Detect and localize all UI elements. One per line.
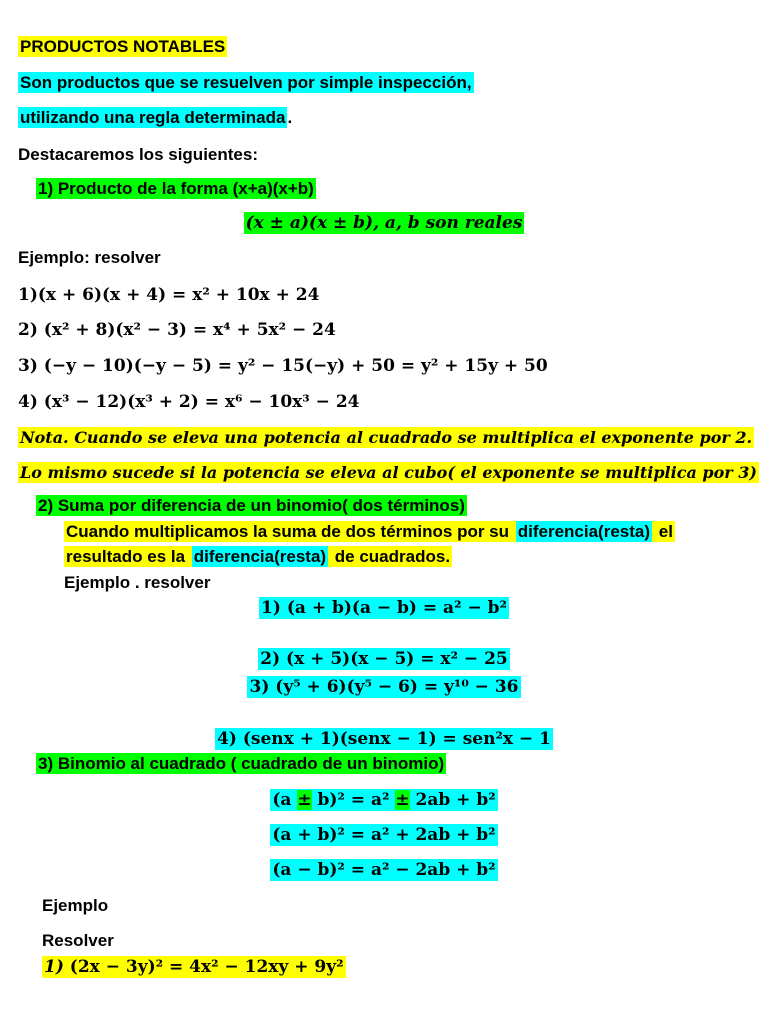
section-2-example-2: 2) (x + 5)(x − 5) = x² − 25 (260, 649, 508, 669)
section-3-example-1: 1) (2x − 3y)² = 4x² − 12xy + 9y² (44, 957, 344, 977)
section-1-example-1: 1)(x + 6)(x + 4) = x² + 10x + 24 (18, 285, 320, 305)
section-2-example-label: Ejemplo . resolver (64, 573, 211, 592)
intro-line-1: Son productos que se resuelven por simple inspección, (20, 73, 472, 92)
section-1-example-3: 3) (−y − 10)(−y − 5) = y² − 15(−y) + 50 = y² + 15y + 50 (18, 356, 548, 376)
section-3-formula-minus: (a − b)² = a² − 2ab + b² (272, 860, 496, 880)
section-1-formula: (x ± a)(x ± b), a, b son reales (245, 213, 523, 233)
section-2-description-line-2: resultado es la diferencia(resta) de cuadrados. (66, 547, 451, 566)
nota-line-2: Lo mismo sucede si la potencia se eleva al cubo( el exponente se multiplica por 3) (20, 463, 757, 482)
section-1-example-label: Ejemplo: resolver (18, 248, 161, 267)
section-2-heading: 2) Suma por diferencia de un binomio( dos términos) (38, 496, 465, 515)
section-2-example-3: 3) (y⁵ + 6)(y⁵ − 6) = y¹⁰ − 36 (249, 677, 519, 697)
section-3-resolver-label: Resolver (42, 931, 114, 950)
section-1-heading: 1) Producto de la forma (x+a)(x+b) (38, 179, 314, 198)
section-3-formula-plus: (a + b)² = a² + 2ab + b² (272, 825, 496, 845)
section-3-example-label: Ejemplo (42, 896, 109, 915)
section-1-example-4: 4) (x³ − 12)(x³ + 2) = x⁶ − 10x³ − 24 (18, 392, 360, 412)
page-title: PRODUCTOS NOTABLES (20, 37, 226, 56)
intro-line-2: utilizando una regla determinada . (20, 108, 293, 127)
section-2-description-line-1: Cuando multiplicamos la suma de dos términos por su diferencia(resta) el (66, 522, 673, 541)
section-3-formula-plus-minus: (a ± b)² = a² ± 2ab + b² (272, 790, 496, 810)
nota-line-1: Nota. Cuando se eleva una potencia al cuadrado se multiplica el exponente por 2. (20, 428, 753, 447)
section-3-heading: 3) Binomio al cuadrado ( cuadrado de un binomio) (38, 754, 445, 773)
section-1-example-2: 2) (x² + 8)(x² − 3) = x⁴ + 5x² − 24 (18, 320, 336, 340)
section-2-example-1: 1) (a + b)(a − b) = a² − b² (261, 598, 507, 618)
destacaremos-text: Destacaremos los siguientes: (18, 145, 258, 164)
section-2-example-4: 4) (senx + 1)(senx − 1) = sen²x − 1 (217, 729, 551, 749)
